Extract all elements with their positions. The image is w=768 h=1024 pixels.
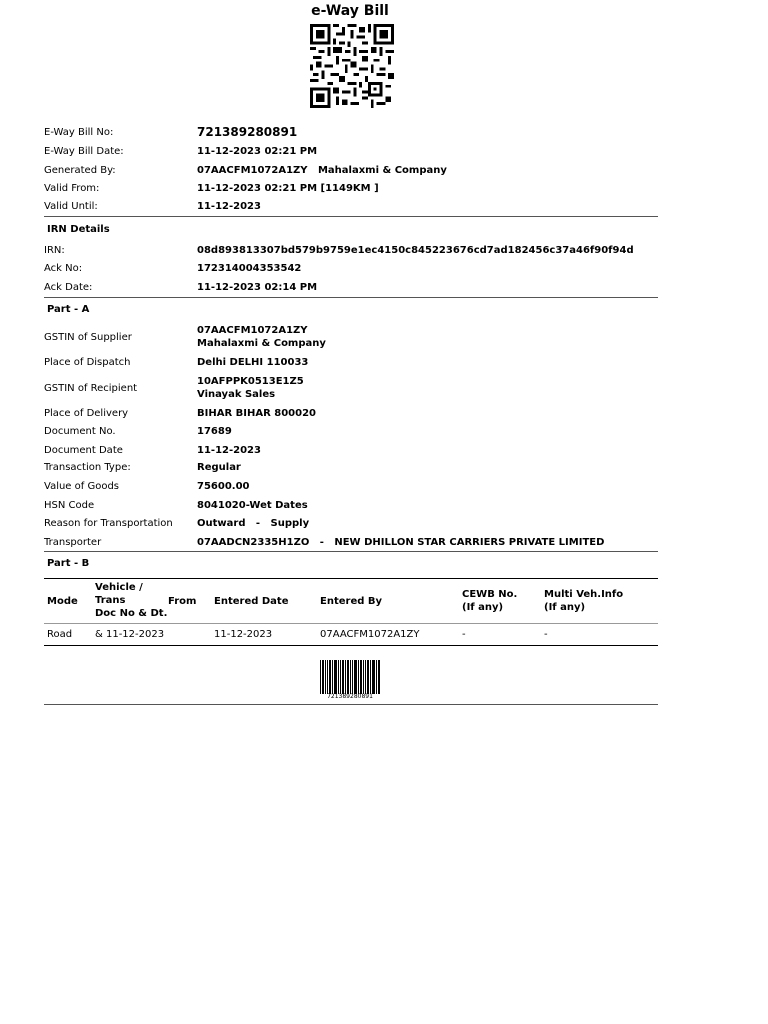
col-vehicle xyxy=(95,581,167,620)
generated-by-value: 07AACFM1072A1ZY Mahalaxmi & Company xyxy=(197,165,447,176)
valid-until-value: 11-12-2023 xyxy=(197,201,261,212)
col-vehicle-line1: Vehicle / xyxy=(95,582,143,593)
ack-no-value: 172314004353542 xyxy=(197,263,302,274)
dispatch-value: Delhi DELHI 110033 xyxy=(197,357,309,368)
divider xyxy=(44,704,658,705)
document-date-label: Document Date xyxy=(44,445,123,456)
ack-date-label: Ack Date: xyxy=(44,282,93,293)
supplier-gstin-label: GSTIN of Supplier xyxy=(44,332,132,343)
eway-bill-date-label: E-Way Bill Date: xyxy=(44,146,124,157)
valid-from-label: Valid From: xyxy=(44,183,100,194)
cell-vehicle: & 11-12-2023 xyxy=(95,629,165,640)
ack-no-label: Ack No: xyxy=(44,263,83,274)
transporter-value: 07AADCN2335H1ZO - NEW DHILLON STAR CARRIERS PRIVATE LIMITED xyxy=(197,537,605,548)
document-date-value: 11-12-2023 xyxy=(197,445,261,456)
col-cewb xyxy=(462,588,517,614)
irn-value: 08d893813307bd579b9759e1ec4150c845223676cd7ad182456c37a46f90f94d xyxy=(197,245,634,256)
value-of-goods-value: 75600.00 xyxy=(197,481,250,492)
part-a-title: Part - A xyxy=(47,304,90,315)
col-cewb-line1: CEWB No. xyxy=(462,589,518,600)
col-entered-by: Entered By xyxy=(320,596,383,607)
cell-multi-veh: - xyxy=(544,629,548,640)
divider xyxy=(44,297,658,298)
document-no-value: 17689 xyxy=(197,426,232,437)
supplier-name-value: Mahalaxmi & Company xyxy=(197,338,326,349)
generated-by-label: Generated By: xyxy=(44,165,116,176)
col-mode: Mode xyxy=(47,596,78,607)
reason-label: Reason for Transportation xyxy=(44,518,173,529)
recipient-gstin-value: 10AFPPK0513E1Z5 xyxy=(197,376,304,387)
recipient-name-value: Vinayak Sales xyxy=(197,389,276,400)
col-multi-line2: (If any) xyxy=(544,602,586,613)
dispatch-label: Place of Dispatch xyxy=(44,357,131,368)
table-top-border xyxy=(44,578,658,579)
eway-bill-no-value: 721389280891 xyxy=(197,125,298,139)
col-multi-veh xyxy=(544,588,623,614)
barcode-number: 721389280891 xyxy=(327,693,373,700)
delivery-label: Place of Delivery xyxy=(44,408,129,419)
valid-from-value: 11-12-2023 02:21 PM [1149KM ] xyxy=(197,183,379,194)
cell-entered-date: 11-12-2023 xyxy=(214,629,273,640)
value-of-goods-label: Value of Goods xyxy=(44,481,119,492)
recipient-gstin-label: GSTIN of Recipient xyxy=(44,383,138,394)
cell-entered-by: 07AACFM1072A1ZY xyxy=(320,629,420,640)
hsn-code-label: HSN Code xyxy=(44,500,95,511)
document-title: e-Way Bill xyxy=(311,3,389,19)
qr-code-icon xyxy=(310,24,394,108)
eway-bill-date-value: 11-12-2023 02:21 PM xyxy=(197,146,318,157)
transaction-type-value: Regular xyxy=(197,462,241,473)
col-vehicle-line3: Doc No & Dt. xyxy=(95,608,168,619)
hsn-code-value: 8041020-Wet Dates xyxy=(197,500,308,511)
divider xyxy=(44,216,658,217)
col-multi-line1: Multi Veh.Info xyxy=(544,589,624,600)
reason-value: Outward - Supply xyxy=(197,518,310,529)
part-b-title: Part - B xyxy=(47,558,90,569)
divider xyxy=(44,551,658,552)
table-bottom-border xyxy=(44,645,658,646)
valid-until-label: Valid Until: xyxy=(44,201,98,212)
supplier-gstin-value: 07AACFM1072A1ZY xyxy=(197,325,308,336)
table-header-divider xyxy=(44,623,658,624)
col-from: From xyxy=(168,596,197,607)
irn-label: IRN: xyxy=(44,245,65,256)
delivery-value: BIHAR BIHAR 800020 xyxy=(197,408,317,419)
barcode-icon xyxy=(320,660,380,694)
document-no-label: Document No. xyxy=(44,426,116,437)
eway-bill-no-label: E-Way Bill No: xyxy=(44,127,114,138)
transporter-label: Transporter xyxy=(44,537,102,548)
col-cewb-line2: (If any) xyxy=(462,602,504,613)
cell-cewb: - xyxy=(462,629,466,640)
col-entered-date: Entered Date xyxy=(214,596,289,607)
irn-section-title: IRN Details xyxy=(47,224,110,235)
col-vehicle-line2: Trans xyxy=(95,595,126,606)
transaction-type-label: Transaction Type: xyxy=(44,462,131,473)
cell-mode: Road xyxy=(47,629,73,640)
ack-date-value: 11-12-2023 02:14 PM xyxy=(197,282,318,293)
